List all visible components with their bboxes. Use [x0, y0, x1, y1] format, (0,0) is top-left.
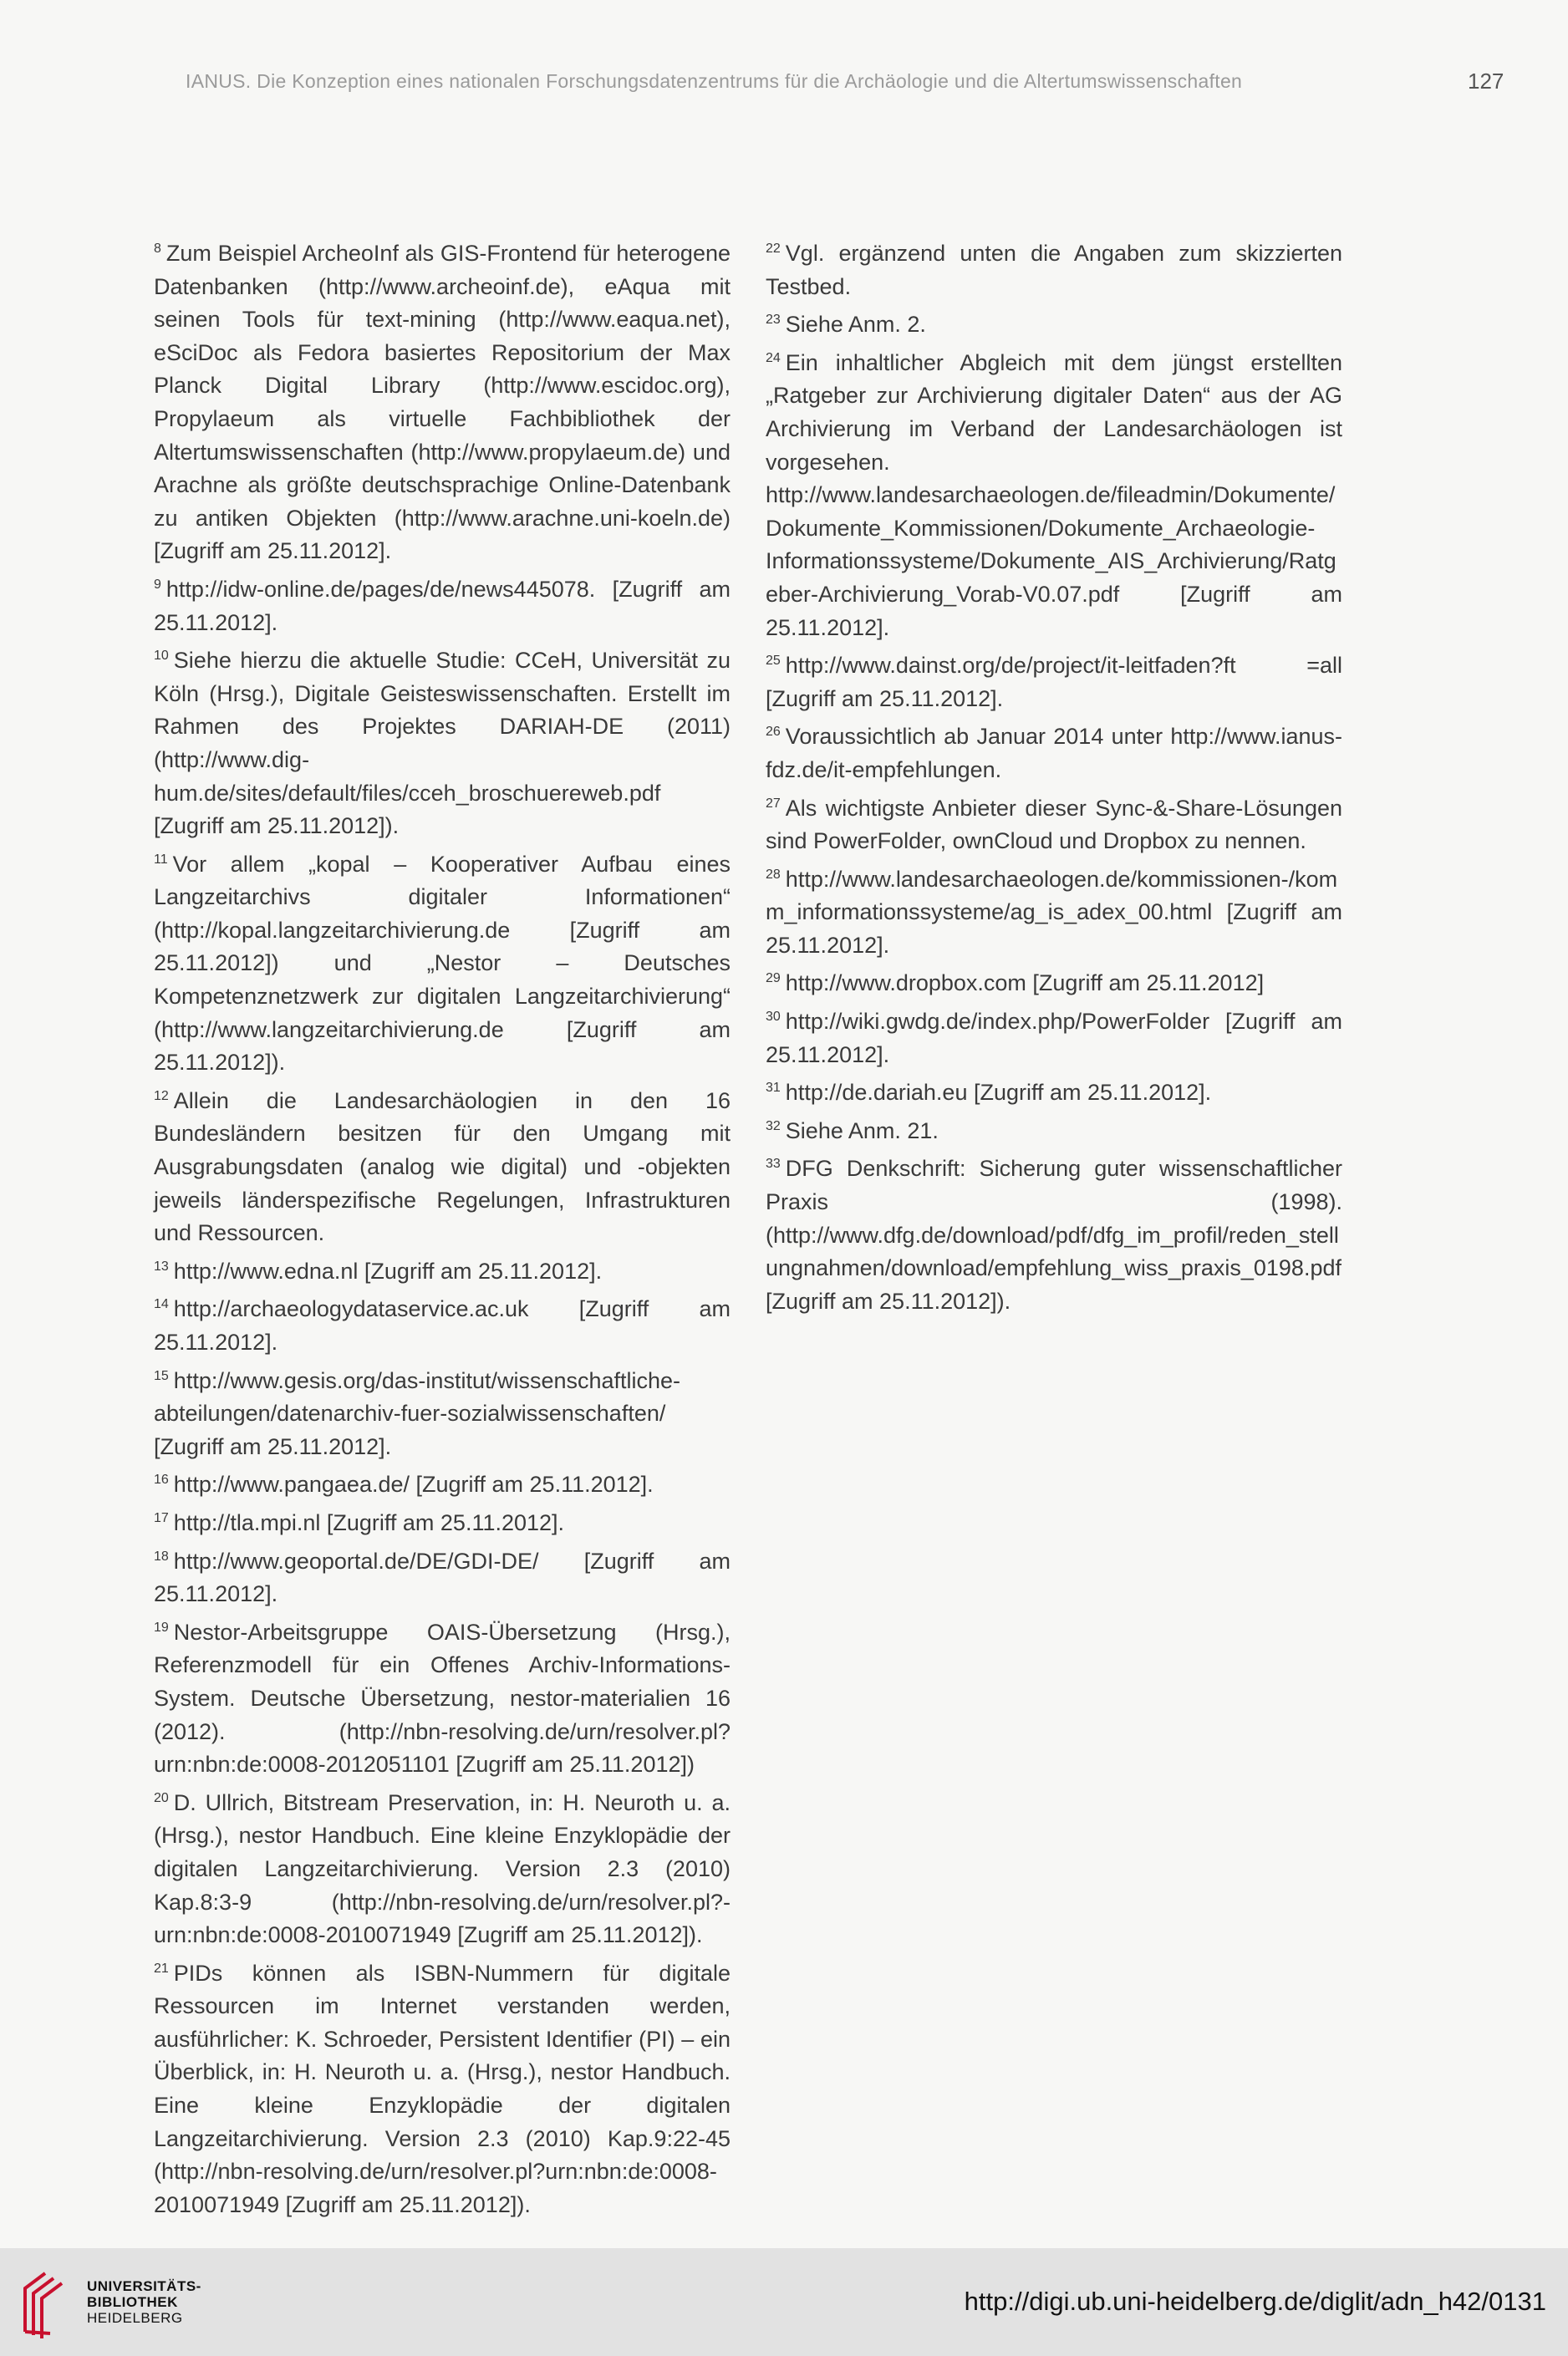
- footnote: [154, 639, 731, 843]
- footnote: [154, 1540, 731, 1611]
- footnote: [766, 858, 1342, 963]
- footnote: [154, 843, 731, 1080]
- footnotes-left-column: [154, 232, 731, 2221]
- footnote: [154, 1502, 731, 1540]
- footnote-text: Siehe hierzu die aktuelle Studie: CCeH, Universität zu Köln (Hrsg.), Digitale Geisteswissenschaften. Erstellt im Rahmen des Projektes DARIAH-DE (2011) (http://www.dig-hum.de/sites/default/files/cceh_broschuereweb.pdf [Zugriff am 25.11.2012]).: [154, 648, 731, 839]
- footnote-text: http://www.dainst.org/de/project/it-leitfaden?ft =all [Zugriff am 25.11.2012].: [766, 653, 1342, 711]
- footnote-number: 20: [154, 1790, 169, 1805]
- footnote-number: 9: [154, 577, 161, 592]
- footnote-number: 14: [154, 1297, 169, 1312]
- running-title: IANUS. Die Konzeption eines nationalen Forschungsdatenzentrums für die Archäologie und die Altertumswissenschaften: [186, 70, 1243, 92]
- footnote-text: Voraussichtlich ab Januar 2014 unter http://www.ianus-fdz.de/it-empfehlungen.: [766, 724, 1342, 782]
- footnote-text: http://www.geoportal.de/DE/GDI-DE/ [Zugriff am 25.11.2012].: [154, 1548, 731, 1607]
- footnote-number: 19: [154, 1620, 169, 1635]
- footnote-number: 15: [154, 1368, 169, 1383]
- footnote: [766, 1071, 1342, 1110]
- footnote: [154, 568, 731, 639]
- footnote: [766, 715, 1342, 786]
- footnote-number: 13: [154, 1259, 169, 1274]
- footnote-text: Siehe Anm. 21.: [785, 1117, 939, 1143]
- footnote-text: D. Ullrich, Bitstream Preservation, in: H. Neuroth u. a. (Hrsg.), nestor Handbuch. Eine kleine Enzyklopädie der digitalen Langzeitarchivierung. Version 2.3 (2010) Kap.8:3-9 (http://nbn-resolving.de/urn/resolver.pl?-urn:nbn:de:0008-2010071949 [Zugriff am 25.11.2012]).: [154, 1789, 731, 1948]
- footnote-number: 30: [766, 1010, 781, 1025]
- footnote: [766, 787, 1342, 858]
- footnote-number: 24: [766, 350, 781, 365]
- footnote-number: 26: [766, 725, 781, 740]
- footnote: [154, 1463, 731, 1502]
- footnote-text: DFG Denkschrift: Sicherung guter wissenschaftlicher Praxis (1998). (http://www.dfg.de/download/pdf/dfg_im_profil/reden_stellungnahmen/download/empfehlung_wiss_praxis_0198.pdf [Zugriff am 25.11.2012]).: [766, 1156, 1342, 1314]
- footnote-text: Allein die Landesarchäologien in den 16 Bundesländern besitzen für den Umgang mit Ausgrabungsdaten (analog wie digital) und -objekten jeweils länderspezifische Regelungen, Infrastrukturen und Ressourcen.: [154, 1087, 731, 1246]
- footnote-text: http://archaeologydataservice.ac.uk [Zugriff am 25.11.2012].: [154, 1296, 731, 1355]
- footnote-text: http://www.pangaea.de/ [Zugriff am 25.11.2012].: [173, 1472, 654, 1498]
- footnote: [766, 962, 1342, 1000]
- footnote-text: Zum Beispiel ArcheoInf als GIS-Frontend für heterogene Datenbanken (http://www.archeoinf.de), eAqua mit seinen Tools für text-mining (http://www.eaqua.net), eSciDoc als Fedora basiertes Repositorium der Max Planck Digital Library (http://www.escidoc.org), Propylaeum als virtuelle Fachbibliothek der Altertumswissenschaften (http://www.propylaeum.de) und Arachne als größte deutschsprachige Online-Datenbank zu antiken Objekten (http://www.arachne.uni-koeln.de) [Zugriff am 25.11.2012].: [154, 241, 731, 564]
- footnote-number: 25: [766, 654, 781, 669]
- footnote-text: Ein inhaltlicher Abgleich mit dem jüngst erstellten „Ratgeber zur Archivierung digitaler Daten“ aus der AG Archivierung im Verband der Landesarchäologen ist vorgesehen. http://www.landesarchaeologen.de/fileadmin/Dokumente/Dokumente_Kommissionen/Dokumente_Archaeologie-Informationssysteme/Dokumente_AIS_Archivierung/Ratgeber-Archivierung_Vorab-V0.07.pdf [Zugriff am 25.11.2012].: [766, 349, 1342, 640]
- footnote: [154, 1952, 731, 2222]
- footnote: [154, 1288, 731, 1359]
- footnote: [766, 342, 1342, 644]
- footnote: [766, 1110, 1342, 1148]
- footnote-text: http://www.dropbox.com [Zugriff am 25.11.2012]: [785, 970, 1265, 996]
- footnote-text: Vgl. ergänzend unten die Angaben zum skizzierten Testbed.: [766, 241, 1342, 299]
- footnote-number: 27: [766, 796, 781, 811]
- footnote-text: PIDs können als ISBN-Nummern für digitale Ressourcen im Internet verstanden werden, ausführlicher: K. Schroeder, Persistent Identifier (PI) – ein Überblick, in: H. Neuroth u. a. (Hrsg.), nestor Handbuch. Eine kleine Enzyklopädie der digitalen Langzeitarchivierung. Version 2.3 (2010) Kap.9:22-45 (http://nbn-resolving.de/urn/resolver.pl?urn:nbn:de:0008-2010071949 [Zugriff am 25.11.2012]).: [154, 1960, 731, 2217]
- logo-line-2: BIBLIOTHEK: [87, 2294, 178, 2310]
- footnote-text: Als wichtigste Anbieter dieser Sync-&-Share-Lösungen sind PowerFolder, ownCloud und Dropbox zu nennen.: [766, 795, 1342, 854]
- footnotes-right-column: [766, 232, 1342, 1318]
- footnote-number: 16: [154, 1473, 169, 1488]
- footnote: [154, 1080, 731, 1250]
- footnote: [154, 1782, 731, 1952]
- footnote: [154, 1360, 731, 1464]
- footnote-text: Vor allem „kopal – Kooperativer Aufbau eines Langzeitarchivs digitaler Informationen“ (http://kopal.langzeitarchivierung.de [Zugriff am 25.11.2012]) und „Nestor – Deutsches Kompetenznetzwerk zur digitalen Langzeitarchivierung“ (http://www.langzeitarchivierung.de [Zugriff am 25.11.2012]).: [154, 851, 731, 1076]
- footnote: [766, 1000, 1342, 1071]
- footnote: [154, 232, 731, 568]
- footnote-number: 8: [154, 242, 161, 256]
- footnote: [154, 1250, 731, 1289]
- footnote-number: 10: [154, 649, 169, 664]
- footnote-number: 22: [766, 242, 781, 256]
- logo-line-1: UNIVERSITÄTS-: [87, 2278, 201, 2294]
- footnote-number: 17: [154, 1510, 169, 1525]
- footnote-number: 23: [766, 313, 781, 328]
- footer-bar: [0, 2248, 1568, 2356]
- footnote-number: 12: [154, 1088, 169, 1103]
- library-logo-text: [87, 2278, 201, 2326]
- footnote-text: Nestor-Arbeitsgruppe OAIS-Übersetzung (Hrsg.), Referenzmodell für ein Offenes Archiv-Informations-System. Deutsche Übersetzung, nestor-materialien 16 (2012). (http://nbn-resolving.de/urn/resolver.pl?urn:nbn:de:0008-2012051101 [Zugriff am 25.11.2012]): [154, 1619, 731, 1778]
- footnote-text: http://www.landesarchaeologen.de/kommissionen-/komm_informationssysteme/ag_is_adex_00.html [Zugriff am 25.11.2012].: [766, 866, 1342, 958]
- footnote: [766, 644, 1342, 715]
- permalink-url[interactable]: http://digi.ub.uni-heidelberg.de/diglit/adn_h42/0131: [964, 2287, 1546, 2316]
- footnote-number: 29: [766, 971, 781, 986]
- footnote-text: http://de.dariah.eu [Zugriff am 25.11.2012].: [785, 1080, 1212, 1106]
- footnote-number: 31: [766, 1081, 781, 1096]
- footnote-text: http://wiki.gwdg.de/index.php/PowerFolder [Zugriff am 25.11.2012].: [766, 1009, 1342, 1067]
- logo-line-3: HEIDELBERG: [87, 2310, 183, 2326]
- footnote-number: 33: [766, 1157, 781, 1172]
- footnote: [766, 232, 1342, 303]
- footnote: [766, 1147, 1342, 1318]
- footnote-number: 32: [766, 1118, 781, 1133]
- footnote: [154, 1611, 731, 1782]
- footnote-text: http://www.edna.nl [Zugriff am 25.11.2012].: [173, 1258, 603, 1284]
- footnote: [766, 303, 1342, 342]
- footnote-number: 11: [154, 852, 168, 867]
- footnote-number: 28: [766, 867, 781, 882]
- footnote-text: http://idw-online.de/pages/de/news445078. [Zugriff am 25.11.2012].: [154, 576, 731, 635]
- footnote-text: Siehe Anm. 2.: [785, 312, 926, 338]
- library-logo-icon: [17, 2267, 70, 2340]
- footnote-text: http://www.gesis.org/das-institut/wissenschaftliche-abteilungen/datenarchiv-fuer-sozialwissenschaften/ [Zugriff am 25.11.2012].: [154, 1367, 681, 1459]
- footnote-number: 21: [154, 1961, 169, 1976]
- footnote-text: http://tla.mpi.nl [Zugriff am 25.11.2012].: [173, 1509, 565, 1535]
- page-number: 127: [1468, 69, 1504, 94]
- footnote-number: 18: [154, 1549, 169, 1564]
